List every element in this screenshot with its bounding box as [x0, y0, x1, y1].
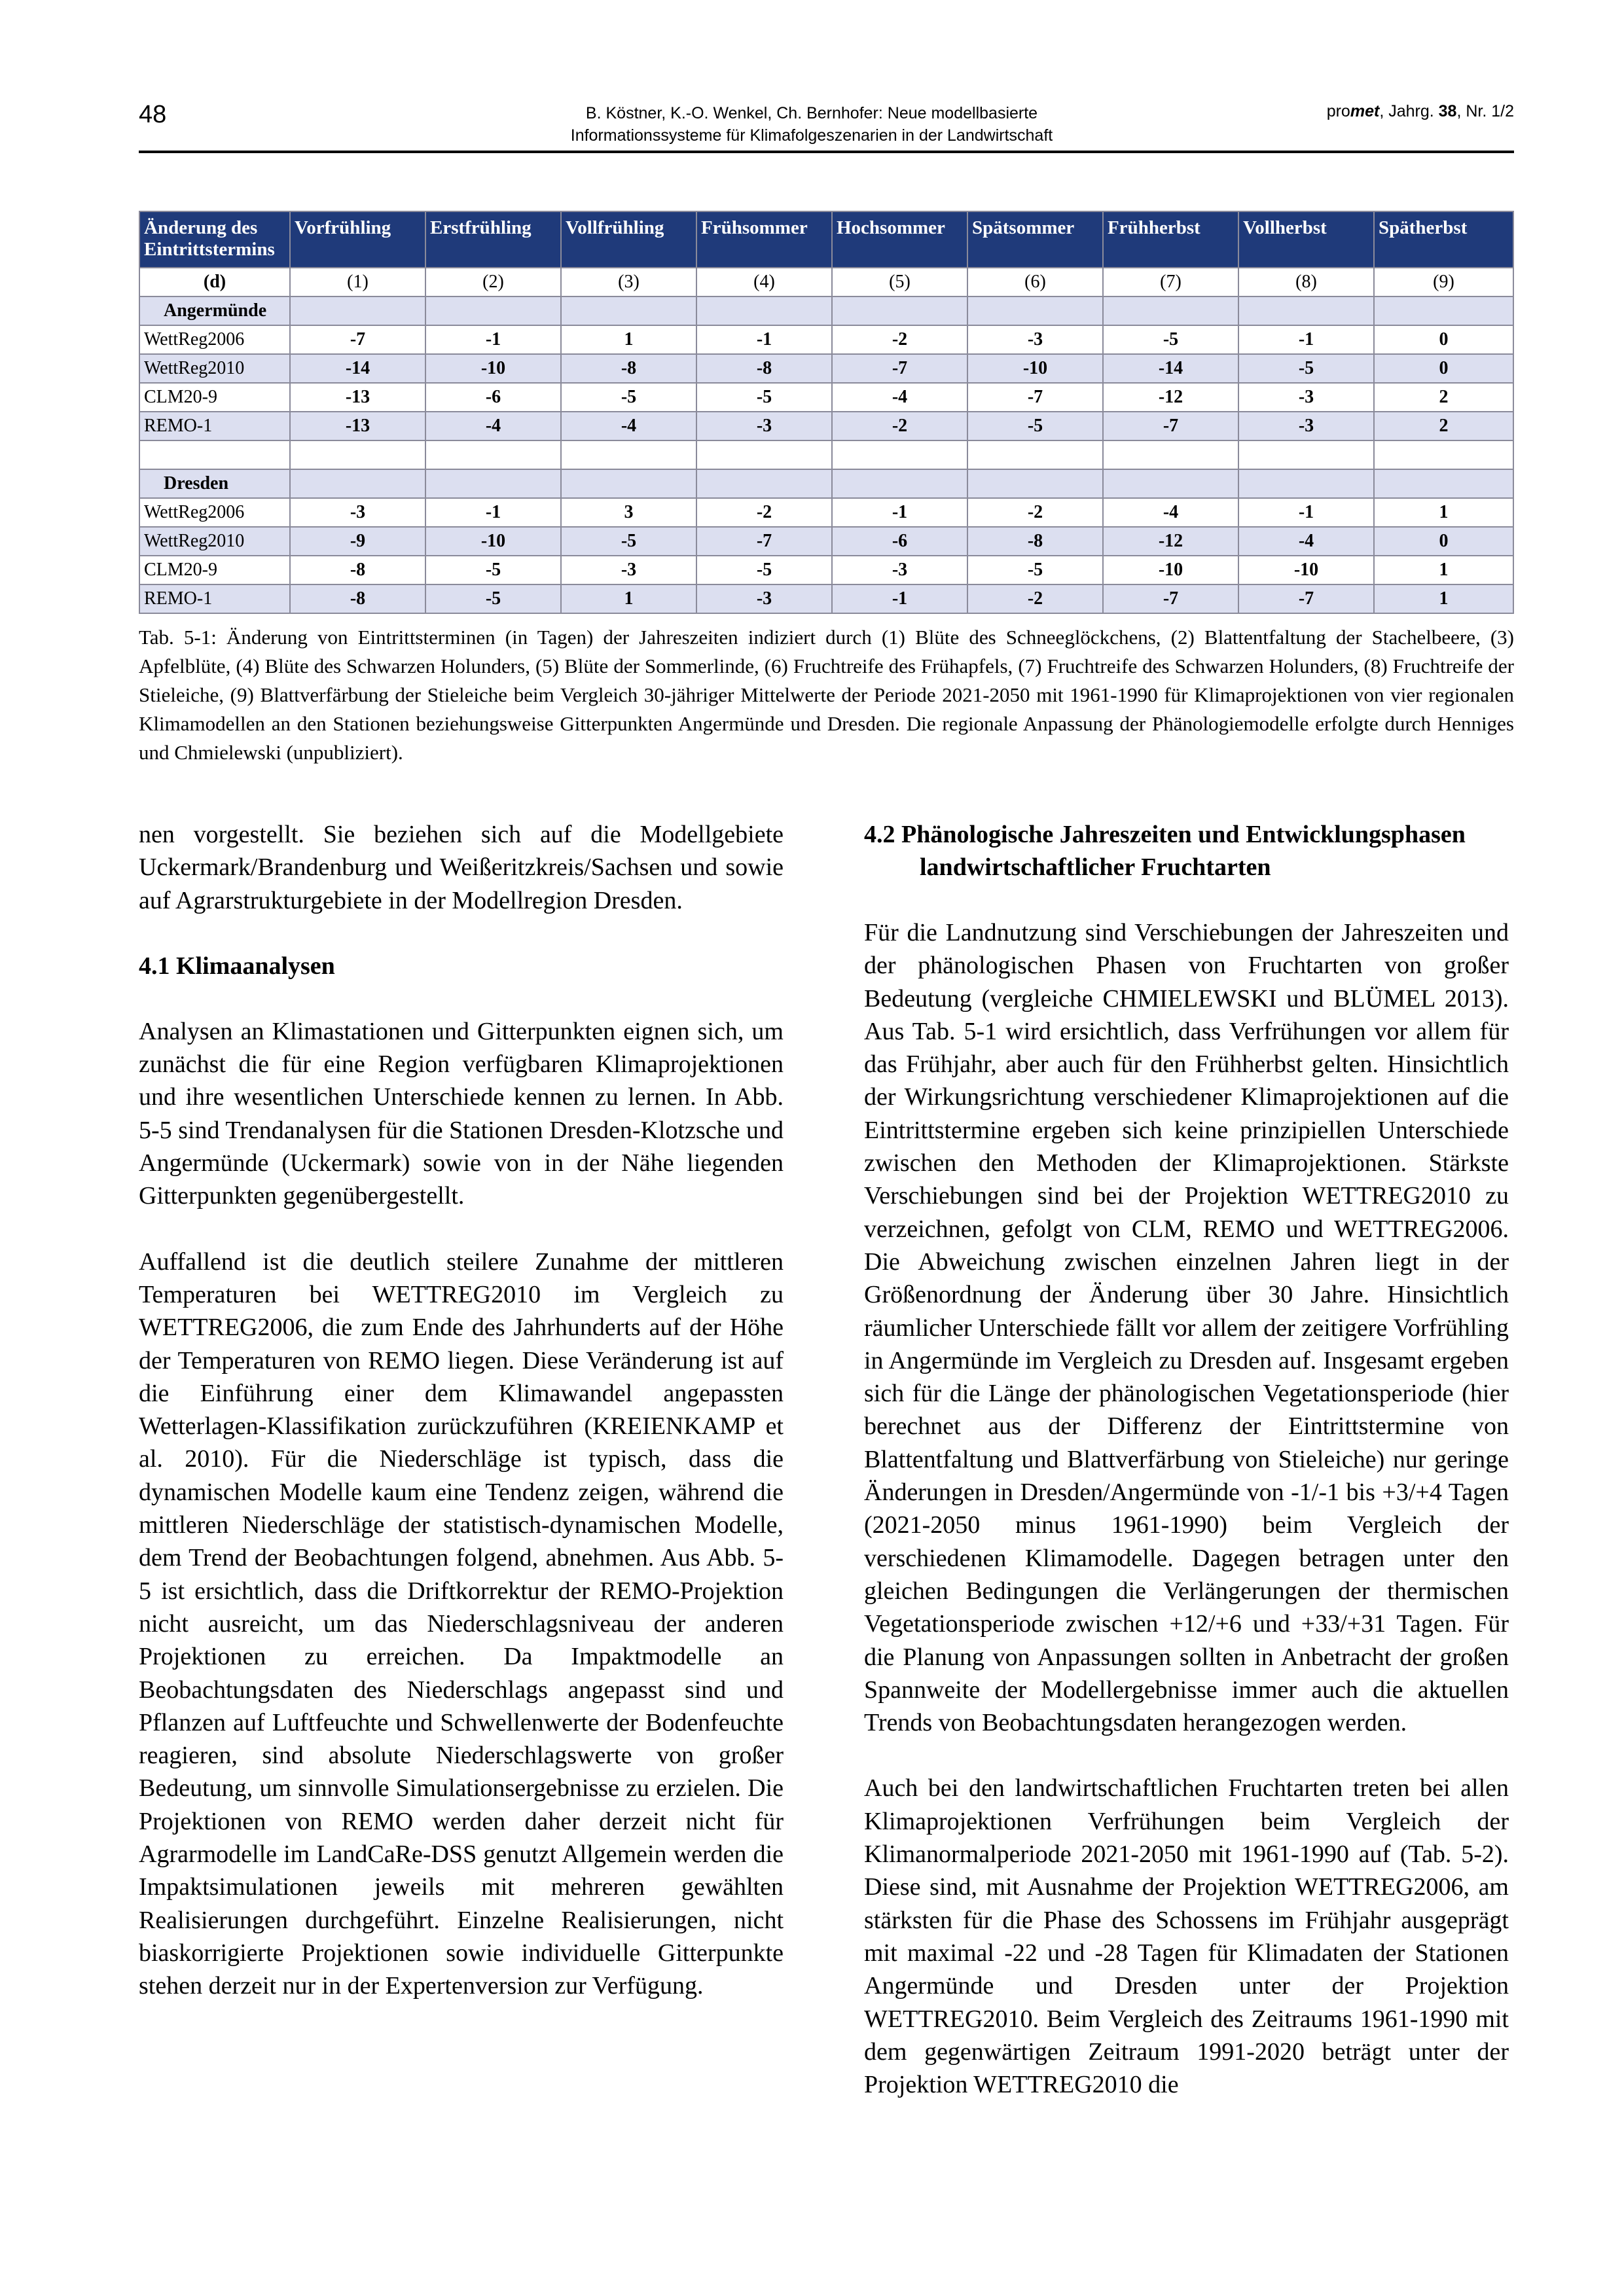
index-cell: (1)	[290, 268, 425, 296]
index-cell: (2)	[425, 268, 561, 296]
index-cell: (8)	[1238, 268, 1374, 296]
value-cell: -6	[425, 383, 561, 412]
paragraph: Auffallend ist die deutlich steilere Zunahme der mittleren Temperaturen bei WETTREG2010 im Vergleich zu WETTREG2006, die zum Ende des Jahrhunderts auf der Höhe der Temperaturen von REMO liegen. Diese Veränderung ist auf die Einführung einer dem Klimawandel angepassten Wetterlagen-Klassifikation zurückzuführen (KREIENKAMP et al. 2010). Für die Niederschläge ist typisch, dass die dynamischen Modelle kaum eine Tendenz zeigen, während die mittleren Niederschläge der statistisch-dynamischen Modelle, dem Trend der Beobachtungen folgend, abnehmen. Aus Abb. 5-5 ist ersichtlich, dass die Driftkorrektur der REMO-Projektion nicht ausreicht, um das Niederschlagsniveau der anderen Projektionen zu erreichen. Da Impaktmodelle an Beobachtungsdaten des Niederschlags angepasst sind und Pflanzen auf Luftfeuchte und Schwellenwerte der Bodenfeuchte reagieren, sind absolute Niederschlagswerte von großer Bedeutung, um sinnvolle Simulationsergebnisse zu erzielen. Die Projektionen von REMO werden daher derzeit nicht für Agrarmodelle im LandCaRe-DSS genutzt Allgemein werden die Impaktsimulationen jeweils mit mehreren gewählten Realisierungen durchgeführt. Einzelne Realisierungen, nicht biaskorrigierte Projektionen sowie individuelle Gitterpunkte stehen derzeit nur in der Expertenversion zur Verfügung.	[139, 1247, 784, 2000]
value-cell: 1	[561, 584, 696, 613]
header-rule	[139, 151, 1514, 153]
paragraph: Für die Landnutzung sind Verschiebungen der Jahreszeiten und der phänologischen Phasen von Fruchtarten von großer Bedeutung (vergleiche CHMIELEWSKI und BLÜMEL 2013). Aus Tab. 5-1 wird ersichtlich, dass Verfrühungen vor allem für das Frühjahr, aber auch für den Frühherbst gelten. Hinsichtlich der Wirkungsrichtung verschiedener Klimaprojektionen auf die Eintrittstermine ergeben sich keine prinzipiellen Unterschiede zwischen den Methoden der Klimaprojektionen. Stärkste Verschiebungen sind bei der Projektion WETTREG2010 zu verzeichnen, gefolgt von CLM, REMO und WETTREG2006. Die Abweichung zwischen einzelnen Jahren liegt in der Größenordnung der Änderung über 30 Jahre. Hinsichtlich räumlicher Unterschiede fällt vor allem der zeitigere Vorfrühling in Angermünde im Vergleich zu Dresden auf. Insgesamt ergeben sich für die Länge der phänologischen Vegetationsperiode (hier berechnet aus der Differenz der Eintrittstermine von Blattentfaltung und Blattverfärbung von Stieleiche) nur geringe Änderungen in Dresden/Angermünde von -1/-1 bis +3/+4 Tagen (2021-2050 minus 1961-1990) beim Vergleich der verschiedenen Klimamodelle. Dagegen betragen unter den gleichen Bedingungen die Verlängerungen der thermischen Vegetationsperiode zwischen +12/+6 und +33/+31 Tagen. Für die Planung von Anpassungen sollten in Anbetracht der großen Spannweite der Modellergebnisse immer auch die aktuellen Trends von Beobachtungsdaten herangezogen werden.	[864, 919, 1509, 1737]
value-cell: 2	[1374, 412, 1513, 440]
value-cell: -4	[1238, 527, 1374, 556]
value-cell: -4	[425, 412, 561, 440]
value-cell: 1	[1374, 498, 1513, 527]
value-cell: -4	[1103, 498, 1238, 527]
value-cell: -2	[967, 584, 1103, 613]
value-cell: -1	[832, 498, 967, 527]
value-cell: -3	[1238, 412, 1374, 440]
value-cell: -2	[696, 498, 832, 527]
value-cell: -9	[290, 527, 425, 556]
table-caption: Tab. 5-1: Änderung von Eintrittsterminen (in Tagen) der Jahreszeiten indiziert durch (1) Blüte des Schneeglöckchens, (2) Blattentfaltung der Stachelbeere, (3) Apfelblüte, (4) Blüte des Schwarzen Holunders, (5) Blüte der Sommerlinde, (6) Fruchtreife des Frühapfels, (7) Fruchtreife des Schwarzen Holunders, (8) Fruchtreife der Stieleiche, (9) Blattverfärbung der Stieleiche beim Vergleich 30-jähriger Mittelwerte der Periode 2021-2050 mit 1961-1990 für Klimaprojektionen von vier regionalen Klimamodellen an den Stationen beziehungsweise Gitterpunkten Angermünde und Dresden. Die regionale Anpassung der Phänologiemodelle erfolgte durch Henniges und Chmielewski (unpubliziert).	[139, 626, 1514, 764]
paragraph: Auch bei den landwirtschaftlichen Fruchtarten treten bei allen Klimaprojektionen Verfrühungen beim Vergleich der Klimanormalperiode 2021-2050 mit 1961-1990 auf (Tab. 5-2). Diese sind, mit Ausnahme der Projektion WETTREG2006, am stärksten für die Phase des Schossens im Frühjahr ausgeprägt mit maximal -22 und -28 Tagen für Klimadaten der Stationen Angermünde und Dresden unter der Projektion WETTREG2010. Beim Vergleich des Zeitraums 1961-1990 mit dem gegenwärtigen Zeitraum 1991-2020 beträgt unter der Projektion WETTREG2010 die	[864, 1774, 1509, 2099]
header-cell: Frühherbst	[1103, 211, 1238, 268]
value-cell: 1	[561, 325, 696, 354]
value-cell: -3	[832, 556, 967, 584]
running-title	[484, 102, 1139, 147]
station-row-angermuende	[139, 296, 1513, 325]
index-cell: (d)	[139, 268, 290, 296]
value-cell: -1	[696, 325, 832, 354]
table-row	[139, 325, 1513, 354]
value-cell: -3	[1238, 383, 1374, 412]
value-cell: -7	[290, 325, 425, 354]
value-cell: -13	[290, 383, 425, 412]
value-cell: -12	[1103, 383, 1238, 412]
journal-nr: , Nr. 1/2	[1456, 102, 1514, 120]
journal-pro: pro	[1326, 102, 1350, 120]
table-row	[139, 354, 1513, 383]
value-cell: -7	[1238, 584, 1374, 613]
paragraph: nen vorgestellt. Sie beziehen sich auf die Modellgebiete Uckermark/Brandenburg und Weißeritzkreis/Sachsen und sowie auf Agrarstrukturgebiete in der Modellregion Dresden.	[139, 821, 784, 914]
value-cell: -2	[832, 412, 967, 440]
value-cell: -1	[1238, 498, 1374, 527]
value-cell: -5	[425, 584, 561, 613]
value-cell: -7	[1103, 412, 1238, 440]
value-cell: -10	[425, 527, 561, 556]
header-cell: Hochsommer	[832, 211, 967, 268]
value-cell: -5	[1103, 325, 1238, 354]
journal-reference	[1327, 102, 1514, 121]
value-cell: -8	[967, 527, 1103, 556]
model-cell: CLM20-9	[139, 556, 290, 584]
station-label: Dresden	[139, 469, 290, 498]
value-cell: -7	[832, 354, 967, 383]
header-cell: Vollherbst	[1238, 211, 1374, 268]
value-cell: -5	[561, 383, 696, 412]
table-row	[139, 556, 1513, 584]
header-cell: Vorfrühling	[290, 211, 425, 268]
header-cell: Vollfrühling	[561, 211, 696, 268]
model-cell: WettReg2010	[139, 354, 290, 383]
value-cell: 0	[1374, 325, 1513, 354]
phenology-table	[139, 211, 1514, 614]
running-title-line-1: B. Köstner, K.-O. Wenkel, Ch. Bernhofer: Neue modellbasierte	[585, 104, 1038, 122]
value-cell: -10	[1103, 556, 1238, 584]
value-cell: -8	[561, 354, 696, 383]
value-cell: -12	[1103, 527, 1238, 556]
value-cell: -7	[1103, 584, 1238, 613]
index-cell: (5)	[832, 268, 967, 296]
header-cell: Änderung des Eintrittstermins	[139, 211, 290, 268]
value-cell: -5	[561, 527, 696, 556]
value-cell: -1	[425, 498, 561, 527]
table-row	[139, 383, 1513, 412]
index-cell: (4)	[696, 268, 832, 296]
value-cell: -13	[290, 412, 425, 440]
index-cell: (3)	[561, 268, 696, 296]
value-cell: -5	[967, 412, 1103, 440]
value-cell: -8	[290, 556, 425, 584]
value-cell: 1	[1374, 584, 1513, 613]
value-cell: -5	[967, 556, 1103, 584]
station-label: Angermünde	[139, 296, 290, 325]
model-cell: REMO-1	[139, 412, 290, 440]
value-cell: -1	[1238, 325, 1374, 354]
paragraph: Analysen an Klimastationen und Gitterpunkten eignen sich, um zunächst die für eine Region verfügbaren Klimaprojektionen und ihre wesentlichen Unterschiede kennen zu lernen. In Abb. 5-5 sind Trendanalysen für die Stationen Dresden-Klotzsche und Angermünde (Uckermark) sowie von in der Nähe liegenden Gitterpunkten gegenübergestellt.	[139, 1017, 784, 1210]
value-cell: -8	[290, 584, 425, 613]
value-cell: -7	[967, 383, 1103, 412]
header-cell: Spätherbst	[1374, 211, 1513, 268]
value-cell: -8	[696, 354, 832, 383]
index-cell: (9)	[1374, 268, 1513, 296]
value-cell: -14	[290, 354, 425, 383]
value-cell: -14	[1103, 354, 1238, 383]
value-cell: -10	[967, 354, 1103, 383]
value-cell: -3	[696, 412, 832, 440]
value-cell: -7	[696, 527, 832, 556]
value-cell: -3	[561, 556, 696, 584]
value-cell: 3	[561, 498, 696, 527]
header-cell: Spätsommer	[967, 211, 1103, 268]
index-cell: (6)	[967, 268, 1103, 296]
value-cell: 2	[1374, 383, 1513, 412]
spacer-row	[139, 440, 1513, 469]
journal-met: met	[1350, 102, 1380, 120]
table-row	[139, 584, 1513, 613]
journal-rest: , Jahrg.	[1379, 102, 1439, 120]
value-cell: 1	[1374, 556, 1513, 584]
model-cell: WettReg2006	[139, 498, 290, 527]
model-cell: CLM20-9	[139, 383, 290, 412]
right-column	[864, 818, 1509, 2101]
value-cell: -5	[1238, 354, 1374, 383]
value-cell: -10	[1238, 556, 1374, 584]
section-heading-4-2: 4.2 Phänologische Jahreszeiten und Entwicklungsphasen landwirtschaftlicher Fruchtarten	[864, 821, 1466, 881]
value-cell: -2	[967, 498, 1103, 527]
table-row	[139, 412, 1513, 440]
value-cell: -3	[696, 584, 832, 613]
value-cell: -10	[425, 354, 561, 383]
journal-year: 38	[1438, 102, 1457, 120]
section-heading-4-1: 4.1 Klimaanalysen	[139, 952, 335, 980]
index-row	[139, 268, 1513, 296]
value-cell: -1	[425, 325, 561, 354]
value-cell: -4	[832, 383, 967, 412]
value-cell: -3	[967, 325, 1103, 354]
page-header	[0, 0, 1624, 157]
station-row-dresden	[139, 469, 1513, 498]
value-cell: -3	[290, 498, 425, 527]
value-cell: -5	[425, 556, 561, 584]
model-cell: WettReg2006	[139, 325, 290, 354]
page-number: 48	[139, 101, 167, 128]
table-row	[139, 527, 1513, 556]
value-cell: -1	[832, 584, 967, 613]
header-cell: Frühsommer	[696, 211, 832, 268]
model-cell: WettReg2010	[139, 527, 290, 556]
table-header-row	[139, 211, 1513, 268]
running-title-line-2: Informationssysteme für Klimafolgeszenarien in der Landwirtschaft	[570, 126, 1053, 145]
model-cell: REMO-1	[139, 584, 290, 613]
value-cell: -2	[832, 325, 967, 354]
value-cell: -5	[696, 383, 832, 412]
index-cell: (7)	[1103, 268, 1238, 296]
table-row	[139, 498, 1513, 527]
value-cell: -4	[561, 412, 696, 440]
header-cell: Erstfrühling	[425, 211, 561, 268]
value-cell: -5	[696, 556, 832, 584]
value-cell: 0	[1374, 527, 1513, 556]
value-cell: 0	[1374, 354, 1513, 383]
left-column	[139, 818, 784, 2003]
value-cell: -6	[832, 527, 967, 556]
